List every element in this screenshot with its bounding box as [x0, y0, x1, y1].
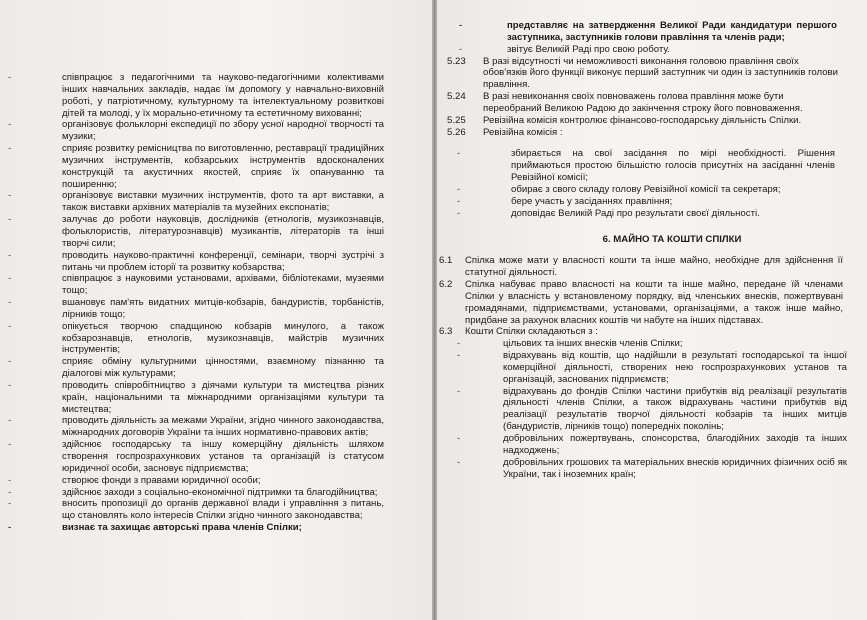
list-item: - доповідає Великій Раді про результати своєї діяльності.	[457, 207, 760, 219]
left-item-list	[8, 72, 384, 534]
dash-bullet: -	[457, 385, 461, 397]
clause: 5.24 В разі невиконання своїх повноважень голова правління може бути переобраний Великою Радою до закінчення строку його повноваження.	[447, 91, 803, 114]
dash-bullet: -	[8, 356, 12, 368]
dash-bullet: -	[8, 214, 12, 226]
dash-bullet: -	[457, 183, 461, 195]
list-item: - опікується творчою спадщиною кобзарів минулого, а також кобзарознавців, етнологів, музикознавців, майстрів музичних інструментів;	[8, 320, 384, 356]
clause: 6.3 Кошти Спілки складаються з :	[439, 326, 598, 338]
list-item: - організовує виставки музичних інструментів, фото та арт виставки, а також виставки архівних матеріалів та музейних експонатів;	[8, 190, 384, 214]
list-item: - співпрацює з науковими установами, архівами, бібліотеками, музеями тощо;	[8, 273, 384, 297]
list-item: - відрахувань до фондів Спілки частини прибутків від реалізації результатів діяльності членів Спілки, а також відрахувань частини прибутків від реалізації результатів творчої діяльності кобзарів та інших митців (бандуристів, лірників тощо) попередніх поколінь;	[457, 385, 847, 433]
list-item: - створює фонди з правами юридичної особи;	[8, 474, 261, 486]
dash-bullet: -	[457, 456, 461, 468]
commission-items	[437, 148, 835, 219]
dash-bullet: -	[8, 415, 12, 427]
dash-bullet: -	[457, 433, 461, 444]
funds-items	[437, 338, 847, 480]
clause: 5.25 Ревізійна комісія контролює фінансово-господарську діяльність Спілки.	[447, 114, 802, 126]
list-item: - обирає з свого складу голову Ревізійної комісії та секретаря;	[457, 183, 781, 195]
list-item: - визнає та захищає авторські права членів Спілки;	[8, 522, 302, 534]
list-item: - збирається на свої засідання по мірі необхідності. Рішення приймаються простою більшістю голосів присутніх на засіданні членів Ревізійної комісії;	[457, 148, 835, 184]
dash-bullet: -	[8, 249, 12, 261]
list-item: - бере участь у засіданнях правління;	[457, 195, 673, 207]
top-items	[437, 20, 837, 56]
clause: 6.1 Спілка може мати у власності кошти та інше майно, необхідне для здійснення її статутної діяльності.	[439, 255, 843, 279]
clause: 6.2 Спілка набуває право власності на кошти та інше майно, передане їй членами Спілки у власність у встановленому порядку, від членських внесків, пожертвувані громадянами, підприємствами, установами, організаціями, а також інше майно, придбане за рахунок власних коштів чи набуте на інших підставах.	[439, 279, 843, 326]
dash-bullet: -	[459, 20, 463, 31]
list-item: - проводить діяльність за межами України, згідно чинного законодавства, міжнародних договорів України та інших нормативно-правових актів;	[8, 415, 384, 439]
dash-bullet: -	[457, 207, 461, 219]
dash-bullet: -	[8, 522, 12, 534]
list-item: - вшановує пам'ять видатних митців-кобзарів, бандуристів, торбаністів, лірників тощо;	[8, 297, 384, 320]
dash-bullet: -	[457, 195, 461, 207]
dash-bullet: -	[8, 498, 12, 510]
dash-bullet: -	[8, 143, 12, 155]
dash-bullet: -	[8, 379, 12, 391]
dash-bullet: -	[8, 72, 12, 83]
list-item: - сприяє розвитку ремісництва по виготовленню, реставрації традиційних музичних інструментів, кобзарських інструментів вдосконалених конструкцій та акустичних якостей, сприяє їх опануванню та поширенню;	[8, 143, 384, 190]
list-item: - залучає до роботи науковців, дослідників (етнологів, музикознавців, фольклористів, літературознавців) музикантів, літераторів та інші творчі сили;	[8, 214, 384, 249]
dash-bullet: -	[8, 320, 12, 332]
section-heading: 6. МАЙНО ТА КОШТИ СПІЛКИ	[602, 233, 742, 245]
list-item: - організовує фольклорні експедиції по збору усної народної творчості та музики;	[8, 119, 384, 143]
dash-bullet: -	[8, 474, 12, 486]
clause: 5.23 В разі відсутності чи неможливості виконання головою правління своїх обов'язків його функції виконує перший заступник чи один із заступників голови правління.	[447, 55, 838, 91]
list-item: - звітує Великій Раді про свою роботу.	[459, 43, 670, 55]
dash-bullet: -	[457, 338, 461, 350]
list-item: - здійснює господарську та іншу комерційну діяльність шляхом створення госпрозрахункових установ та організацій із статусом юридичної особи, засновує підприємства;	[8, 439, 384, 474]
dash-bullet: -	[457, 350, 461, 362]
list-item: - добровільних пожертвувань, спонсорства, благодійних заходів та інших надходжень;	[457, 433, 847, 456]
list-item: - проводить науково-практичні конференції, семінари, творчі зустрічі з питань чи проблем історії та розвитку кобзарства;	[8, 249, 384, 273]
dash-bullet: -	[8, 439, 12, 451]
list-item: - співпрацює з педагогічними та науково-педагогічними колективами інших навчальних закладів, надає їм допомогу у навчально-виховній роботі, у патріотичному, культурному та інтелектуальному розвиткові дітей та молоді, у їх морально-етичному та естетичному вихованні;	[8, 72, 384, 119]
section-clauses	[437, 255, 843, 338]
list-item: - вносить пропозиції до органів державної влади і управління з питань, що становлять коло інтересів Спілки згідно чинного законодавства;	[8, 498, 384, 522]
dash-bullet: -	[8, 273, 12, 285]
list-item: - сприяє обміну культурними цінностями, взаємному пізнанню та діалогові між культурами;	[8, 356, 384, 380]
list-item: - здійснює заходи з соціально-економічної підтримки та благодійництва;	[8, 486, 378, 498]
list-item: - представляє на затвердження Великої Ради кандидатури першого заступника, заступників голови правління та членів ради;	[459, 20, 837, 43]
dash-bullet: -	[8, 486, 12, 498]
right-content	[437, 20, 867, 480]
dash-bullet: -	[8, 119, 12, 131]
list-item: - добровільних грошових та матеріальних внесків юридичних фізичних осіб як України, так і іноземних країн;	[457, 456, 847, 480]
list-item: - цільових та інших внесків членів Спілки;	[457, 338, 683, 350]
right-page	[437, 0, 867, 620]
clause: 5.26 Ревізійна комісія :	[447, 126, 563, 138]
dash-bullet: -	[459, 43, 463, 55]
list-item: - відрахувань від коштів, що надійшли в результаті господарської та іншої комерційної діяльності, створених нею госпрозрахункових установ та організацій, заснованих підприємств;	[457, 350, 847, 385]
dash-bullet: -	[8, 297, 12, 309]
left-page	[0, 0, 432, 620]
list-item: - проводить співробітництво з діячами культури та мистецтва різних країн, національними та міжнародними організаціями культури та мистецтва;	[8, 379, 384, 415]
clauses	[437, 56, 843, 139]
dash-bullet: -	[8, 190, 12, 202]
dash-bullet: -	[457, 148, 461, 160]
